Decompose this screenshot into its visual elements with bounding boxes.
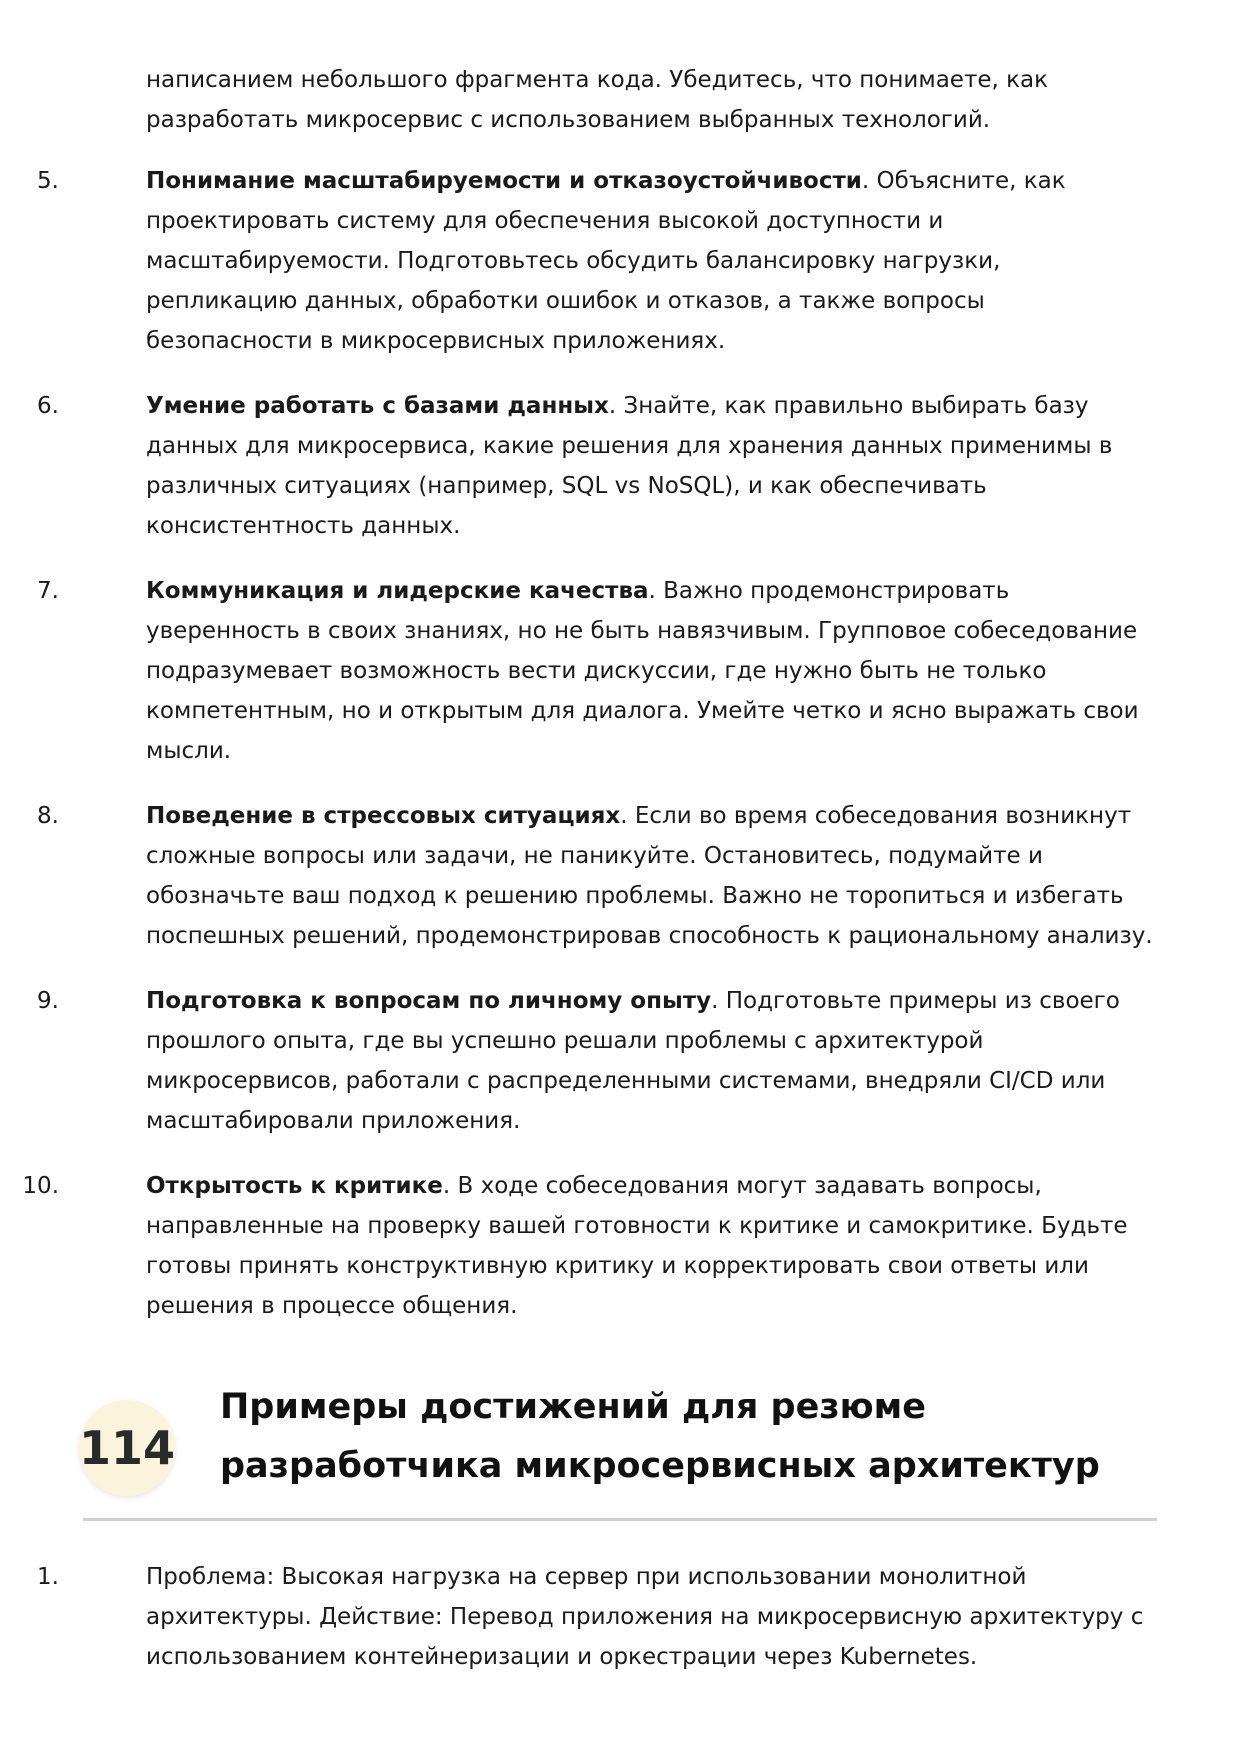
list-item-number: 1. [37, 1564, 59, 1590]
list-item-title: Понимание масштабируемости и отказоустойчивости [146, 168, 862, 194]
list-item [0, 571, 1156, 771]
continuation-paragraph: написанием небольшого фрагмента кода. Убедитесь, что понимаете, как разработать микросервис с использованием выбранных технологий. [146, 67, 1048, 133]
list-item-text: . Подготовьте примеры из своего прошлого опыта, где вы успешно решали проблемы с архитектурой микросервисов, работали с распределенными системами, внедряли CI/CD или масштабировали приложения. [146, 988, 1120, 1134]
achievements-list [0, 1557, 1239, 1677]
list-item-number: 5. [37, 168, 59, 194]
list-item-title: Открытость к критике [146, 1173, 443, 1199]
list-item-number: 6. [37, 393, 59, 419]
list-item [0, 161, 1156, 361]
list-item-number: 8. [37, 803, 59, 829]
list-item-text: . Объясните, как проектировать систему для обеспечения высокой доступности и масштабируемости. Подготовьтесь обсудить балансировку нагрузки, репликацию данных, обработки ошибок и отказов, а также вопросы безопасности в микросервисных приложениях. [146, 168, 1066, 354]
list-item-number: 7. [37, 578, 59, 604]
list-item-title: Умение работать с базами данных [146, 393, 609, 419]
list-item [0, 796, 1156, 956]
list-item-title: Поведение в стрессовых ситуациях [146, 803, 621, 829]
section-title: Примеры достижений для резюме разработчика микросервисных архитектур [220, 1387, 1100, 1486]
tips-list [0, 161, 1239, 1351]
section-header [0, 1378, 1239, 1528]
list-item-text: . Знайте, как правильно выбирать базу данных для микросервиса, какие решения для хранения данных применимы в различных ситуациях (например, SQL vs NoSQL), и как обеспечивать консистентность данных. [146, 393, 1113, 539]
section-divider [83, 1518, 1157, 1521]
list-item-number: 10. [22, 1173, 59, 1199]
list-item-title: Коммуникация и лидерские качества [146, 578, 649, 604]
list-item-text: . В ходе собеседования могут задавать вопросы, направленные на проверку вашей готовности к критике и самокритике. Будьте готовы принять конструктивную критику и корректировать свои ответы или решения в процессе общения. [146, 1173, 1128, 1319]
list-item-text: . Если во время собеседования возникнут сложные вопросы или задачи, не паникуйте. Остановитесь, подумайте и обозначьте ваш подход к решению проблемы. Важно не торопиться и избегать поспешных решений, продемонстрировав способность к рациональному анализу. [146, 803, 1153, 949]
list-item-title: Подготовка к вопросам по личному опыту [146, 988, 712, 1014]
list-item [0, 386, 1156, 546]
list-item-text: Проблема: Высокая нагрузка на сервер при использовании монолитной архитектуры. Действие: Перевод приложения на микросервисную архитектуру с использованием контейнеризации и оркестрации через Kubernetes. [146, 1564, 1144, 1670]
list-item [0, 1166, 1156, 1326]
section-number-badge: 114 [79, 1400, 175, 1496]
list-item-text: . Важно продемонстрировать уверенность в своих знаниях, но не быть навязчивым. Групповое собеседование подразумевает возможность вести дискуссии, где нужно быть не только компетентным, но и открытым для диалога. Умейте четко и ясно выражать свои мысли. [146, 578, 1139, 764]
list-item-number: 9. [37, 988, 59, 1014]
list-item [0, 1557, 1156, 1677]
list-item [0, 981, 1156, 1141]
